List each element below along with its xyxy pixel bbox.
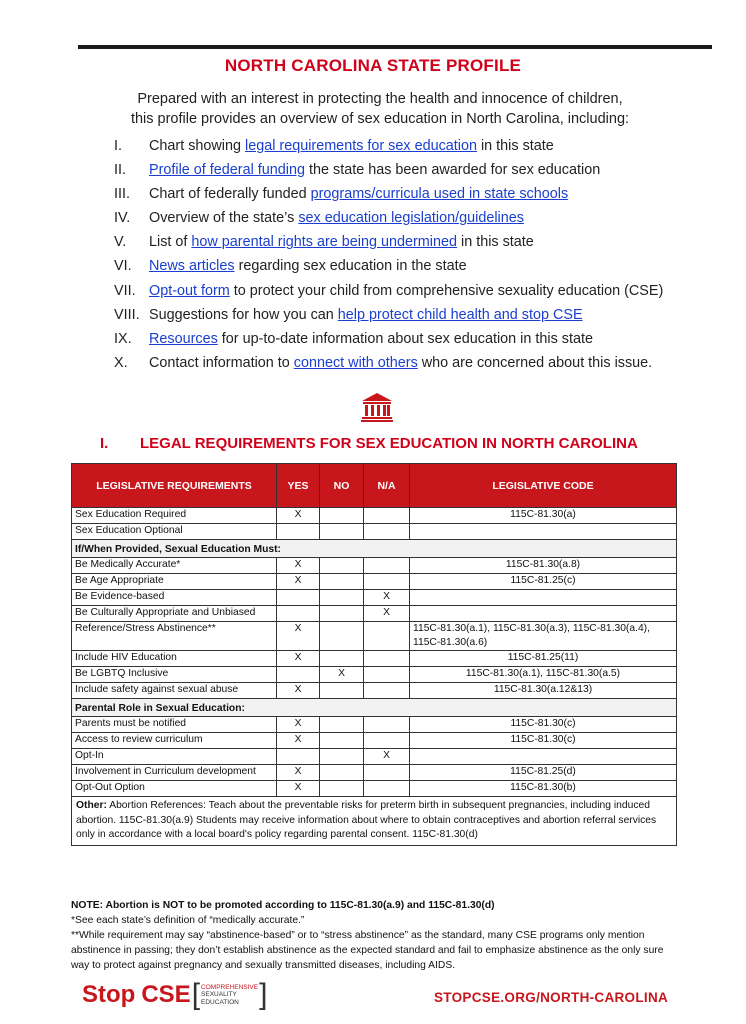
- table-row: Be Medically Accurate* X 115C-81.30(a.8): [72, 558, 677, 574]
- section-number: I.: [100, 435, 109, 452]
- toc-link-connect-with-others[interactable]: connect with others: [293, 354, 418, 371]
- table-row: Sex Education Required X 115C-81.30(a): [72, 508, 677, 524]
- table-row: Opt-In X: [72, 749, 677, 765]
- table-header-row: [72, 464, 677, 508]
- other-label: Other:: [76, 800, 107, 811]
- header-no: NO: [320, 464, 364, 508]
- intro-line-1: Prepared with an interest in protecting the health and innocence of children,: [137, 91, 623, 107]
- toc-link-legislation[interactable]: sex education legislation/guidelines: [298, 210, 524, 227]
- abortion-note: NOTE: Abortion is NOT to be promoted according to 115C-81.30(a.9) and 115C-81.30(d): [71, 900, 495, 911]
- intro-text: [100, 89, 660, 129]
- courthouse-icon: [361, 392, 393, 422]
- header-requirements: LEGISLATIVE REQUIREMENTS: [72, 464, 277, 508]
- toc-item: III. Chart of federally funded programs/curricula used in state schools: [114, 186, 569, 203]
- table-row: Sex Education Optional: [72, 524, 677, 540]
- toc-link-legal-requirements[interactable]: legal requirements for sex education: [245, 138, 477, 154]
- abstinence-note: **While requirement may say “abstinence-based” or to “stress abstinence” as the standard, many CSE programs only mention abstinence in passing; they don’t establish abstinence as the expected standard and fail to emphasize abstinence as the only sure way to protect against pregnancy and sexually transmitted diseases, including AIDS.: [71, 930, 664, 971]
- table-section-row: [72, 540, 677, 558]
- stop-cse-logo: Stop CSE [ COMPREHENSIVE SEXUALITY EDUCATION ]: [82, 978, 268, 1011]
- toc-link-opt-out-form[interactable]: Opt-out form: [149, 282, 230, 299]
- table-other-row: [72, 797, 677, 846]
- toc-item: VIII. Suggestions for how you can help protect child health and stop CSE: [114, 306, 583, 323]
- table-row: Be Evidence-based X: [72, 590, 677, 606]
- toc-link-news-articles[interactable]: News articles: [149, 258, 235, 275]
- toc-link-help-stop-cse[interactable]: help protect child health and stop CSE: [337, 306, 583, 323]
- table-row: Be Culturally Appropriate and Unbiased X: [72, 606, 677, 622]
- website-url[interactable]: STOPCSE.ORG/NORTH-CAROLINA: [434, 990, 669, 1005]
- toc-item: VI. News articles regarding sex education in the state: [114, 258, 467, 275]
- table-row: Include HIV Education X 115C-81.25(11): [72, 651, 677, 667]
- table-row: Reference/Stress Abstinence** X 115C-81.30(a.1), 115C-81.30(a.3), 115C-81.30(a.4), 115C-81.30(a.6): [72, 622, 677, 651]
- header-code: LEGISLATIVE CODE: [410, 464, 677, 508]
- intro-line-2: this profile provides an overview of sex education in North Carolina, including:: [130, 111, 630, 127]
- header-yes: YES: [277, 464, 320, 508]
- table-of-contents: [114, 134, 714, 375]
- section-heading-provided: If/When Provided, Sexual Education Must:: [72, 540, 677, 558]
- top-rule: [78, 45, 712, 49]
- toc-link-parental-rights[interactable]: how parental rights are being undermined: [191, 234, 458, 251]
- toc-item: II. Profile of federal funding the state has been awarded for sex education: [114, 162, 601, 179]
- header-na: N/A: [364, 464, 410, 508]
- toc-item: VII. Opt-out form to protect your child from comprehensive sexuality education (CSE): [114, 282, 664, 299]
- toc-item: I. Chart showing legal requirements for sex education in this state: [114, 138, 554, 154]
- section-heading-parental: Parental Role in Sexual Education:: [72, 699, 677, 717]
- table-row: Include safety against sexual abuse X 115C-81.30(a.12&13): [72, 683, 677, 699]
- table-section-row: [72, 699, 677, 717]
- table-row: Parents must be notified X 115C-81.30(c): [72, 717, 677, 733]
- toc-link-federal-funding[interactable]: Profile of federal funding: [149, 162, 305, 179]
- page-title: NORTH CAROLINA STATE PROFILE: [224, 56, 522, 75]
- medically-accurate-note: *See each state’s definition of “medically accurate.”: [71, 915, 305, 926]
- other-text: Abortion References: Teach about the preventable risks for preterm birth in subsequent pregnancies, including induced abortion. 115C-81.30(a.9) Students may receive information about where to obtain contraceptives and abortion referral services only in accordance with a local board's policy regarding parental consent. 115C-81.30(d): [76, 800, 657, 840]
- toc-item: IX. Resources for up-to-date information about sex education in this state: [114, 330, 593, 347]
- footnotes: [71, 898, 681, 973]
- toc-link-resources[interactable]: Resources: [149, 330, 218, 347]
- table-row: Be LGBTQ Inclusive X 115C-81.30(a.1), 115C-81.30(a.5): [72, 667, 677, 683]
- toc-item: X. Contact information to connect with others who are concerned about this issue.: [114, 354, 653, 371]
- toc-item: V. List of how parental rights are being undermined in this state: [114, 234, 534, 251]
- table-row: Access to review curriculum X 115C-81.30(c): [72, 733, 677, 749]
- toc-item: IV. Overview of the state’s sex education legislation/guidelines: [114, 210, 524, 227]
- table-row: Be Age Appropriate X 115C-81.25(c): [72, 574, 677, 590]
- section-title: LEGAL REQUIREMENTS FOR SEX EDUCATION IN NORTH CAROLINA: [140, 435, 638, 452]
- toc-link-programs-curricula[interactable]: programs/curricula used in state schools: [310, 186, 569, 203]
- legal-requirements-table: [71, 463, 677, 846]
- table-row: Involvement in Curriculum development X 115C-81.25(d): [72, 765, 677, 781]
- table-row: Opt-Out Option X 115C-81.30(b): [72, 781, 677, 797]
